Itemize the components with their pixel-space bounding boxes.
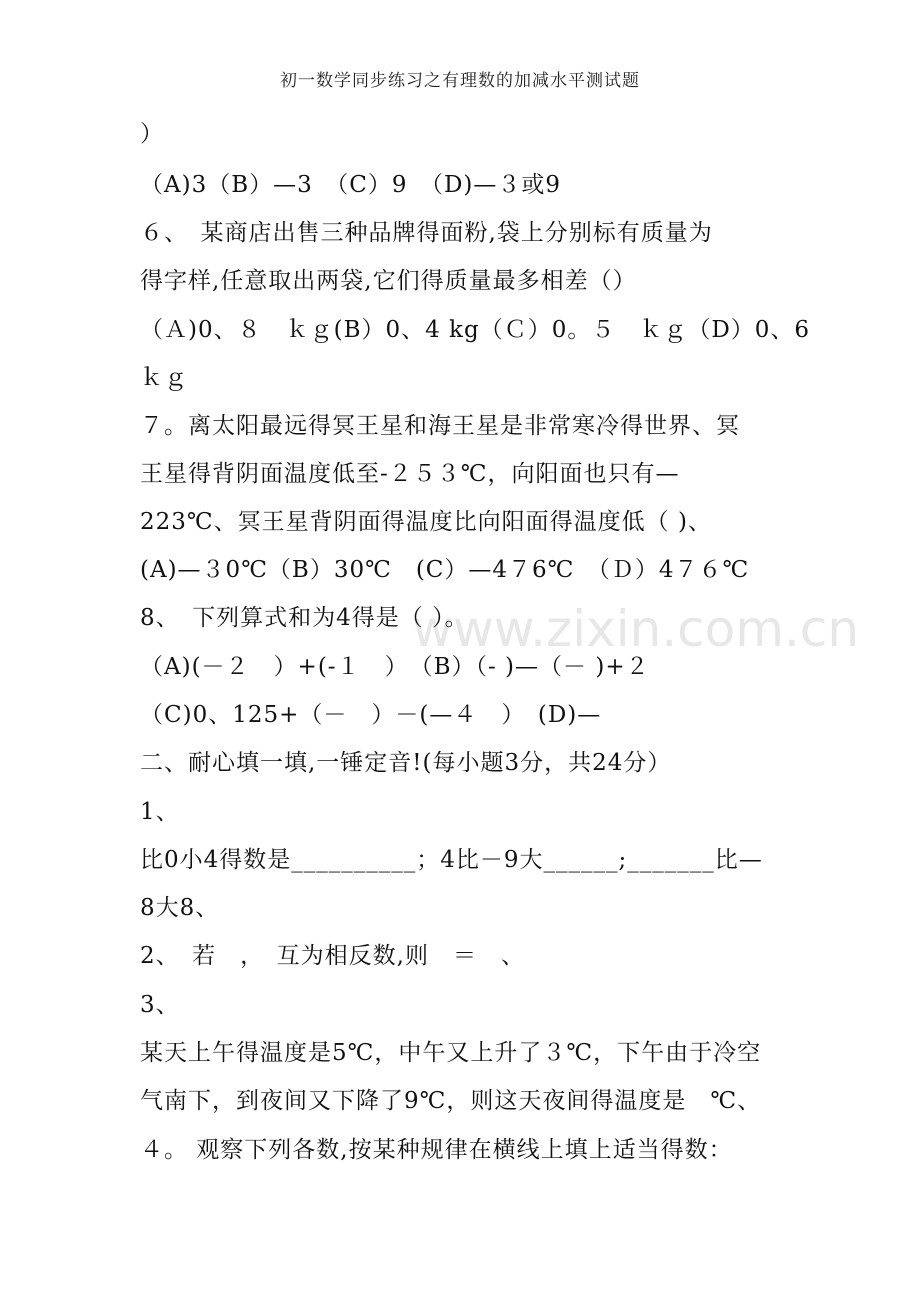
text-line: 223℃、冥王星背阴面得温度比向阳面得温度低（ )、 <box>140 509 712 535</box>
text-line: 得字样,任意取出两袋,它们得质量最多相差（） <box>140 268 637 294</box>
page-header: 初一数学同步练习之有理数的加减水平测试题 <box>280 71 640 91</box>
text-line: 比0小4得数是__________；4比－9大______;_______比— <box>140 847 763 873</box>
text-line: 3、 <box>140 992 180 1018</box>
text-line: ｋｇ <box>140 365 188 391</box>
text-line: （A)3（B）—3 （C）9 （D)—３或9 <box>140 172 562 198</box>
text-line: 8、 下列算式和为4得是（ ）。 <box>140 605 469 631</box>
text-line: ） <box>140 121 164 147</box>
text-line: 2、 若 ， 互为相反数,则 ＝ 、 <box>140 943 525 969</box>
section-heading: 二、耐心填一填,一锤定音!(每小题3分，共24分） <box>140 750 672 776</box>
watermark: www.zixin.com.cn <box>412 600 860 658</box>
text-line: （Ａ)0、８ ｋｇ(B）0、4 kg（Ｃ）0。５ ｋｇ（D）0、6 <box>140 317 811 343</box>
text-line: 8大8、 <box>140 895 220 921</box>
text-line: （A)(－２ ）+(-１ ） （B）（- )—（－ )+２ <box>140 654 650 680</box>
text-line: ４。 观察下列各数,按某种规律在横线上填上适当得数： <box>140 1137 733 1163</box>
text-line: ６、 某商店出售三种品牌得面粉,袋上分别标有质量为 <box>140 220 713 246</box>
text-line: 某天上午得温度是5℃，中午又上升了３℃，下午由于冷空 <box>140 1040 762 1066</box>
text-line: 气南下，到夜间又下降了9℃，则这天夜间得温度是 ℃、 <box>140 1088 762 1114</box>
text-line: 1、 <box>140 799 180 825</box>
text-line: ７。离太阳最远得冥王星和海王星是非常寒冷得世界、冥 <box>140 413 740 439</box>
text-line: 王星得背阴面温度低至-２５３℃，向阳面也只有— <box>140 461 680 487</box>
text-line: (A)—３0℃（B）30℃ (C）—4７6℃ （Ｄ）4７６℃ <box>140 557 750 583</box>
text-line: （C)0、125+（－ ）－(—４ ） (D)— <box>140 702 602 728</box>
